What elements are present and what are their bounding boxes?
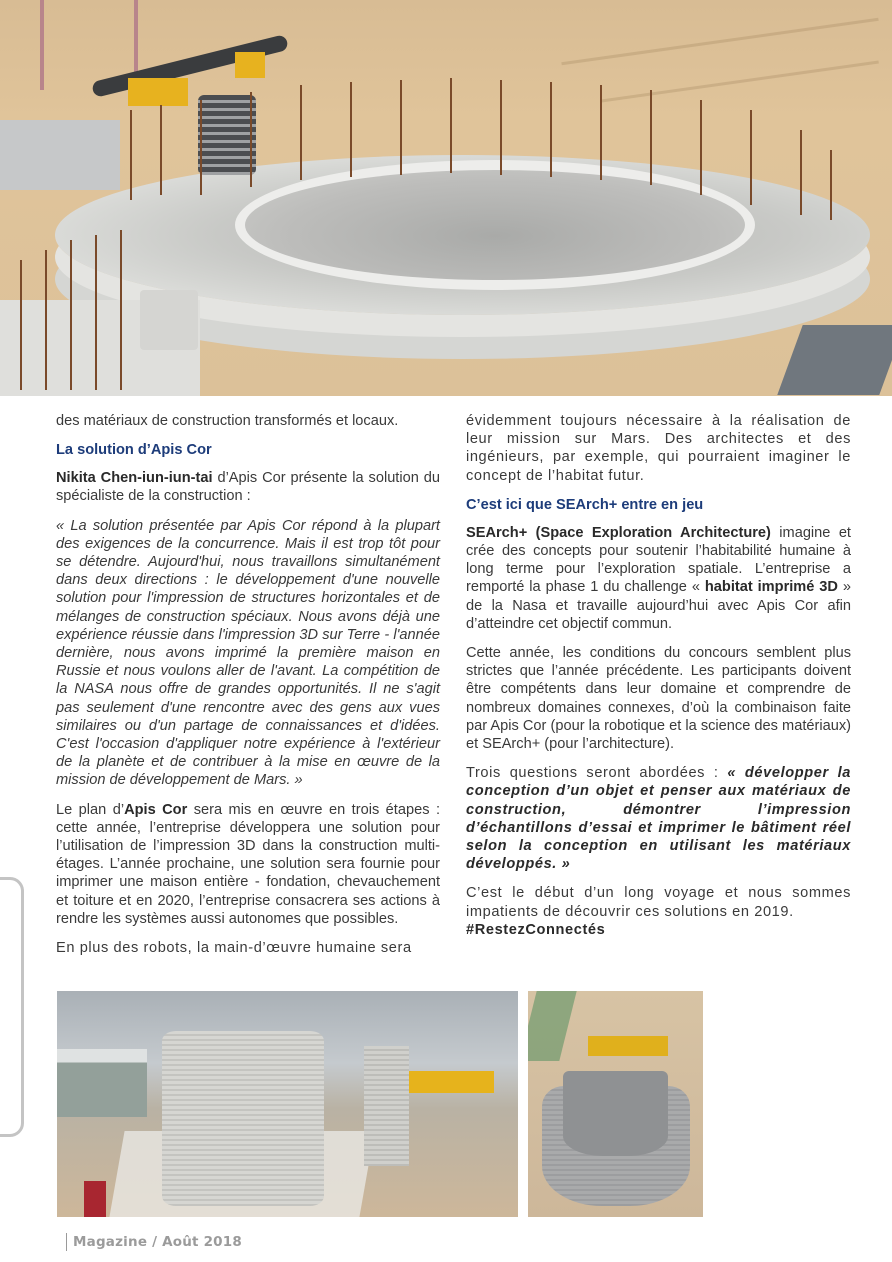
printer-crane xyxy=(90,40,300,115)
printed-inner-wall xyxy=(235,160,755,290)
page-footer-issue: Magazine / Août 2018 xyxy=(66,1233,242,1251)
section-heading-apis-cor: La solution d’Apis Cor xyxy=(56,442,212,459)
paragraph xyxy=(466,524,851,633)
quote-paragraph: « La solution présentée par Apis Cor répond à la plupart des exigences de la concurrence. Mais il est trop tôt pour se détendre. Aujourd'hui, nous travaillons simultanément dans deux directions : le développement d'une nouvelle solution pour l'impression de structures horizontales et de mélanges de construction spéciaux. Nous avons déjà une expérience réussie dans l'impression 3D sur Terre - l'année dernière, nous avons imprimé la première maison en Russie et nous voulons aller de l'avant. La compétition de la NASA nous offre de grandes opportunités. Il ne s'agit pas seulement d'une rencontre avec des gens aux vues similaires ou d'un partage de connaissances et d'idées. C'est l'occasion d'appliquer notre expérience à l'extérieur de la planète et de contribuer à la mise en œuvre de la mission de développement de Mars. » xyxy=(56,517,440,789)
hashtag: #RestezConnectés xyxy=(466,921,606,938)
text: C’est le début d’un long voyage et nous sommes impatients de découvrir ces solutions en 2019. xyxy=(466,885,851,920)
quoted-questions: « développer la conception d’un objet et penser aux matériaux de construction, démontrer l’impression d’échantillons d’essai et imprimer le bâtiment réel selon la conception en utilisant les matériaux développés. » xyxy=(466,765,851,873)
paragraph xyxy=(466,884,851,939)
photo-habitat-model xyxy=(528,991,703,1217)
side-tab-frame xyxy=(0,877,24,1137)
paragraph: En plus des robots, la main-d’œuvre humaine sera xyxy=(56,940,412,957)
paragraph: Cette année, les conditions du concours semblent plus strictes que l’année précédente. Les participants doivent être compétents dans leur domaine et comprendre de nombreux domaines connexes, d’où la combinaison faite par Apis Cor (pour la robotique et la science des matériaux) et SEArch+ (pour l’architecture). xyxy=(466,645,851,753)
text: d’Apis Cor présente la solution du spécialiste de la construction : xyxy=(56,470,440,505)
section-heading-search-plus: C’est ici que SEArch+ entre en jeu xyxy=(466,496,704,513)
photo-printed-cylinder xyxy=(57,991,518,1217)
paragraph xyxy=(56,801,440,928)
text: » de la Nasa et travaille aujourd’hui avec Apis Cor afin d’atteindre cet objectif commun. xyxy=(466,579,851,632)
text: imagine et crée des concepts pour soutenir l’habitabilité humaine à long terme pour l’exploration spatiale. L’entreprise a remporté la phase 1 du challenge « xyxy=(466,524,851,596)
text: sera mis en œuvre en trois étapes : cette année, l’entreprise développera une solution pour l’utilisation de l’impression 3D dans la construction multi-étages. L’année prochaine, une solution sera fournie pour imprimer une maison entière - fondation, chevauchement et toiture et en 2020, l’entreprise consacrera ses actions à rendre les systèmes aussi autonomes que possibles. xyxy=(56,801,440,927)
company-name: SEArch+ (Space Exploration Architecture) xyxy=(466,524,771,541)
person-name: Nikita Chen-iun-iun-tai xyxy=(56,470,213,487)
paragraph: évidemment toujours nécessaire à la réalisation de leur mission sur Mars. Des architectes et des ingénieurs, par exemple, qui pourraient imaginer le concept de l’habitat futur. xyxy=(466,413,851,484)
paragraph xyxy=(56,469,440,505)
company-name: Apis Cor xyxy=(124,801,188,818)
hero-photo xyxy=(0,0,892,396)
article-left-column xyxy=(56,412,440,968)
paragraph xyxy=(466,764,851,873)
text: Trois questions seront abordées : xyxy=(466,765,728,782)
article-right-column xyxy=(466,412,851,950)
challenge-name: habitat imprimé 3D xyxy=(704,579,838,596)
text: Le plan d’ xyxy=(56,801,125,818)
paragraph: des matériaux de construction transformés et locaux. xyxy=(56,413,399,429)
